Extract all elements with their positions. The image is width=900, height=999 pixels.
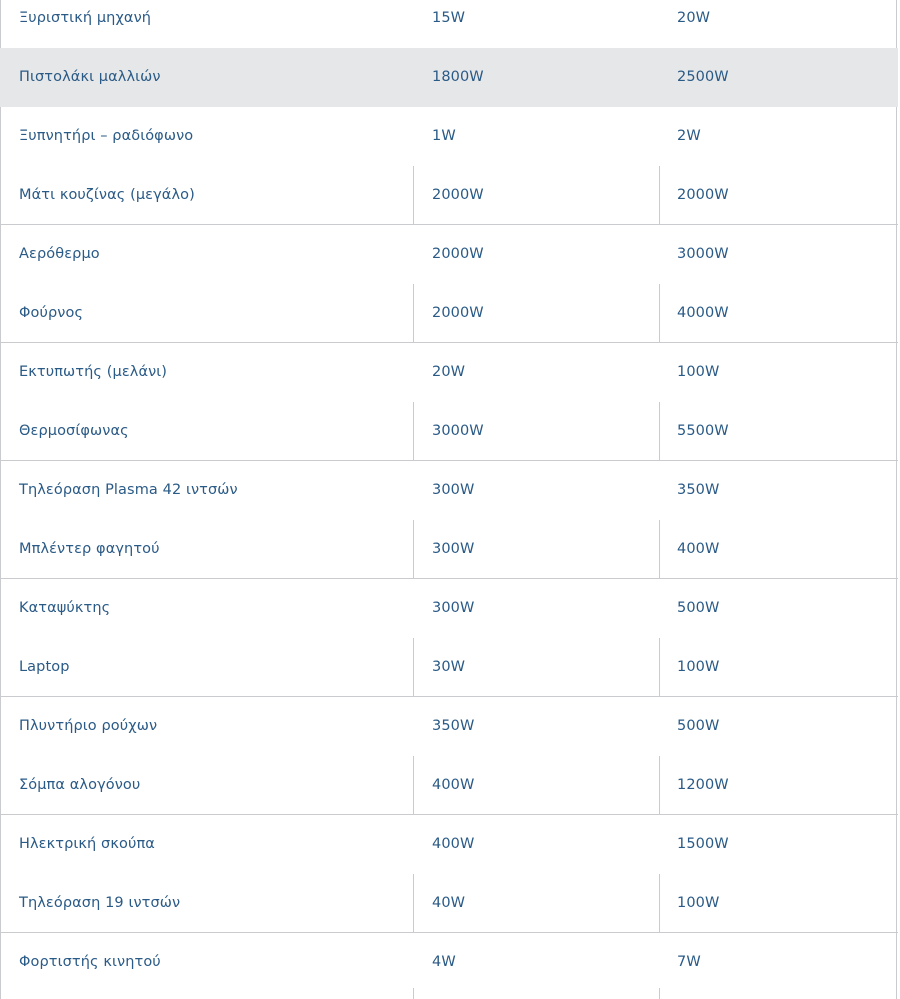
max-watts: 7W [677,954,701,970]
appliance-name: Ξυριστική μηχανή [19,10,152,26]
max-watts: 2000W [677,187,729,203]
max-watts: 400W [677,541,720,557]
max-watts: 3000W [677,246,729,262]
appliance-name: Μάτι κουζίνας (μεγάλο) [19,187,195,203]
max-watts: 500W [677,718,720,734]
table-row [0,697,898,756]
column-divider [413,520,414,579]
max-watts: 4000W [677,305,729,321]
min-watts: 1W [432,128,456,144]
row-border-right [896,697,897,756]
table-row [0,166,898,225]
row-border-left [0,107,1,166]
column-divider [659,756,660,815]
appliance-name: Αερόθερμο [19,246,100,262]
table-row [0,48,898,107]
max-watts: 100W [677,364,720,380]
table-row [0,579,898,638]
appliance-name: Τηλεόραση 19 ιντσών [19,895,181,911]
row-border-right [896,0,897,48]
appliance-name: Φούρνος [19,305,84,321]
table-row [0,343,898,402]
appliance-name: Σόμπα αλογόνου [19,777,141,793]
row-border-right [896,756,897,815]
table-row [0,933,898,992]
appliance-name: Τηλεόραση Plasma 42 ιντσών [19,482,238,498]
column-divider [659,638,660,697]
min-watts: 40W [432,895,466,911]
column-divider [413,284,414,343]
row-border-right [896,225,897,284]
min-watts: 350W [432,718,475,734]
column-divider [413,756,414,815]
row-border-left [0,461,1,520]
min-watts: 15W [432,10,466,26]
table-row [0,520,898,579]
appliance-name: Laptop [19,659,70,675]
column-divider [413,638,414,697]
min-watts: 3000W [432,423,484,439]
appliance-name: Εκτυπωτής (μελάνι) [19,364,168,380]
row-border-left [0,874,1,933]
row-border-left [0,988,1,999]
row-border-right [896,579,897,638]
max-watts: 100W [677,659,720,675]
min-watts: 2000W [432,246,484,262]
max-watts: 350W [677,482,720,498]
row-border-left [0,0,1,48]
appliance-name: Πιστολάκι μαλλιών [19,69,161,85]
table-row [0,0,898,48]
max-watts: 2W [677,128,701,144]
row-border-right [896,461,897,520]
row-border-left [0,402,1,461]
row-border-left [0,520,1,579]
row-border-right [896,166,897,225]
row-border-left [0,756,1,815]
min-watts: 1800W [432,69,484,85]
column-divider [413,402,414,461]
row-border-right [896,107,897,166]
min-watts: 400W [432,836,475,852]
table-row [0,107,898,166]
row-border-right [896,815,897,874]
max-watts: 1200W [677,777,729,793]
next-row-stub [0,988,898,999]
column-divider [413,988,414,999]
min-watts: 2000W [432,305,484,321]
row-border-right [896,343,897,402]
row-border-left [0,815,1,874]
row-border-left [0,933,1,992]
appliance-name: Ηλεκτρική σκούπα [19,836,155,852]
appliance-name: Ξυπνητήρι – ραδιόφωνο [19,128,194,144]
column-divider [659,166,660,225]
row-border-right [896,988,897,999]
row-border-left [0,225,1,284]
max-watts: 2500W [677,69,729,85]
appliance-name: Μπλέντερ φαγητού [19,541,160,557]
min-watts: 400W [432,777,475,793]
min-watts: 30W [432,659,466,675]
table-row [0,402,898,461]
appliance-name: Φορτιστής κινητού [19,954,161,970]
max-watts: 20W [677,10,711,26]
min-watts: 2000W [432,187,484,203]
table-row [0,638,898,697]
table-row [0,815,898,874]
row-border-left [0,697,1,756]
table-row [0,461,898,520]
min-watts: 300W [432,482,475,498]
min-watts: 4W [432,954,456,970]
row-border-right [896,402,897,461]
column-divider [659,402,660,461]
row-border-right [896,520,897,579]
appliance-name: Θερμοσίφωνας [19,423,129,439]
max-watts: 500W [677,600,720,616]
row-border-left [0,638,1,697]
row-border-right [896,284,897,343]
appliance-name: Καταψύκτης [19,600,111,616]
max-watts: 1500W [677,836,729,852]
min-watts: 300W [432,541,475,557]
table-row [0,225,898,284]
column-divider [659,988,660,999]
row-border-right [896,933,897,992]
appliance-name: Πλυντήριο ρούχων [19,718,158,734]
table-row [0,874,898,933]
column-divider [413,874,414,933]
column-divider [659,520,660,579]
column-divider [659,874,660,933]
row-border-left [0,284,1,343]
row-border-left [0,343,1,402]
min-watts: 300W [432,600,475,616]
min-watts: 20W [432,364,466,380]
row-border-right [896,874,897,933]
table-row [0,756,898,815]
row-border-left [0,166,1,225]
max-watts: 100W [677,895,720,911]
row-border-left [0,579,1,638]
table-row [0,284,898,343]
row-border-right [896,638,897,697]
column-divider [659,284,660,343]
column-divider [413,166,414,225]
max-watts: 5500W [677,423,729,439]
